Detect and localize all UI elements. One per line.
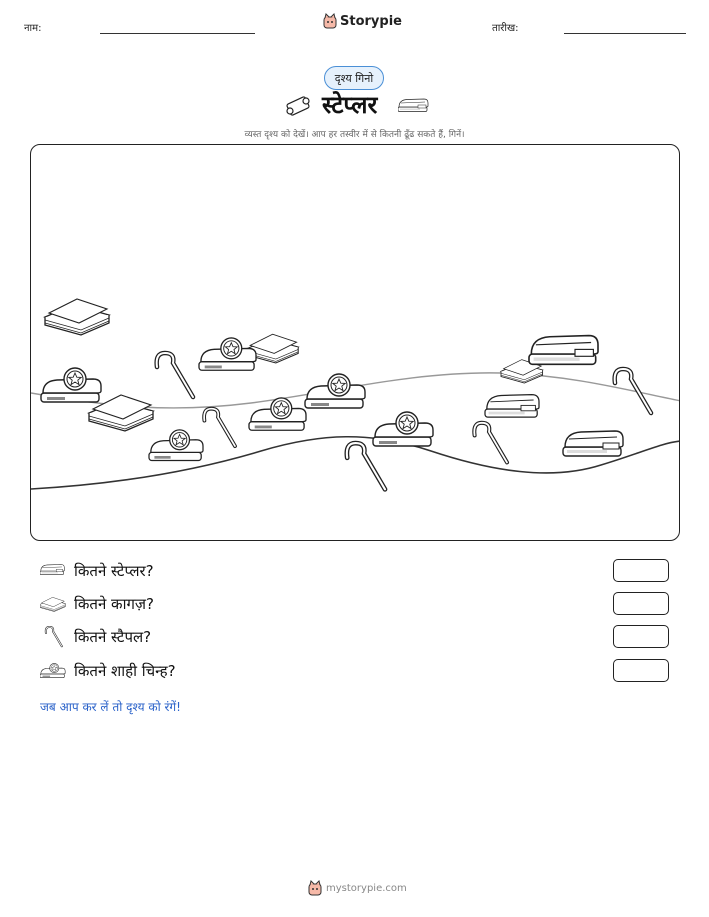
- question-label: कितने शाही चिन्ह?: [74, 662, 176, 680]
- cat-mascot-icon: [308, 880, 322, 896]
- question-staples: [40, 626, 151, 648]
- instruction-text: व्यस्त दृश्य को देखें। आप हर तस्वीर में से कितनी ढूँढ सकते हैं, गिनें।: [244, 130, 465, 140]
- paper-stack-icon: [40, 593, 66, 615]
- stapler: [529, 336, 598, 365]
- royal-emblem-icon: [40, 660, 66, 682]
- busy-scene: [30, 144, 680, 541]
- coloring-note: जब आप कर लें तो दृश्य को रंगें!: [40, 700, 181, 714]
- stapler: [485, 395, 539, 418]
- answer-box-papers[interactable]: [613, 592, 669, 615]
- brand-logo: [323, 13, 402, 29]
- title-stapler-icon: [398, 96, 430, 116]
- scroll-icon: [284, 94, 312, 118]
- question-label: कितने स्टेप्लर?: [74, 562, 154, 580]
- answer-box-staplers[interactable]: [613, 559, 669, 582]
- cat-mascot-icon: [323, 13, 337, 29]
- brand-name: Storypie: [340, 13, 402, 29]
- staple: [204, 409, 235, 446]
- royal-emblem-stapler: [199, 338, 256, 370]
- question-emblems: [40, 660, 176, 682]
- answer-box-staples[interactable]: [613, 625, 669, 648]
- date-label: तारीख:: [492, 23, 519, 34]
- name-label: नाम:: [24, 23, 42, 34]
- footer-url[interactable]: mystorypie.com: [326, 882, 407, 894]
- staple-icon: [40, 626, 66, 648]
- scene-drawing: [31, 145, 680, 541]
- footer-brand: [308, 880, 407, 896]
- question-papers: [40, 593, 154, 615]
- staple: [347, 443, 385, 489]
- paper-stack: [45, 295, 109, 335]
- page-title: स्टेप्लर: [322, 91, 378, 119]
- royal-emblem-stapler: [305, 374, 365, 408]
- stapler-icon: [40, 560, 66, 582]
- date-line[interactable]: [564, 33, 686, 34]
- answer-box-emblems[interactable]: [613, 659, 669, 682]
- activity-badge: दृश्य गिनो: [324, 66, 384, 90]
- staple: [474, 423, 507, 463]
- staple: [157, 353, 193, 397]
- question-label: कितने कागज़?: [74, 595, 154, 613]
- name-line[interactable]: [100, 33, 255, 34]
- stapler: [563, 431, 623, 456]
- royal-emblem-stapler: [373, 412, 433, 446]
- royal-emblem-stapler: [41, 368, 101, 402]
- question-staplers: [40, 560, 154, 582]
- royal-emblem-stapler: [149, 430, 203, 461]
- question-label: कितने स्टैपल?: [74, 628, 152, 646]
